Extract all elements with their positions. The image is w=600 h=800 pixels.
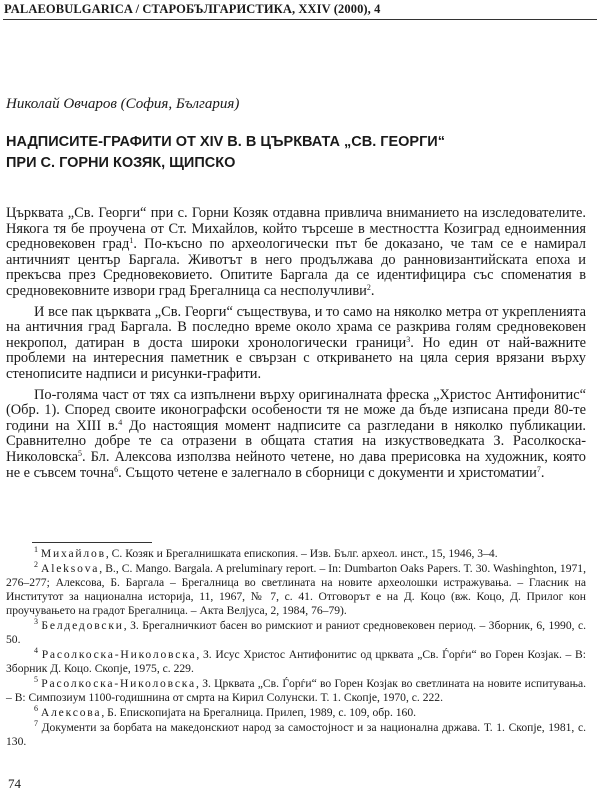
footnote-text: , B., C. Mango. Bargala. A preluminary report. – In: Dumbarton Oaks Papers. T. 30. Washinghton, 1971, 276–277; Алексова, Б. Баргала – Брегалница во светлината на новите археолошки истражувања. – Гласник на Институтот за национална историја, 11, 1967, № 7, с. 41. Отговорът е на Д. Коцо (вж. Коцо, Д. Прилог кон проучувањето на градот Брегалница. – Акта Велјуса, 2, 1984, 76–79). <box>6 561 586 618</box>
footnote-number: 2 <box>34 559 38 569</box>
footnote-text: Документи за борбата на македонскиот народ за самостојност и за национална држава. Т. 1. Скопје, 1981, с. 130. <box>6 721 586 749</box>
footnote-author: Алексова <box>40 706 102 720</box>
article-body <box>6 206 586 486</box>
body-text: . Бл. Алексова използва нейното четене, но дава прерисовка на художник, която не е съвсем точна <box>6 448 586 481</box>
footnote-text: , З. Исус Христос Антифонитис од црквата „Св. Ѓорѓи“ во Горен Козјак. – В: Зборник Д. Коцо. Скопје, 1975, с. 229. <box>6 648 586 676</box>
footnote-text: , Б. Епископијата на Брегалница. Прилеп, 1989, с. 109, обр. 160. <box>101 706 417 720</box>
footnote <box>6 648 586 676</box>
footnote-author: Aleksova <box>41 561 100 575</box>
running-head: PALAEOBULGARICA / СТАРОБЪЛГАРИСТИКА, XXIV (2000), 4 <box>4 2 381 16</box>
body-text: . Но един от най-важните проблеми на интересния паметник е свързан с откриването на цяла серия врязани върху стенописите надписи и рисунки-графити. <box>6 334 586 382</box>
article-author: Николай Овчаров (София, България) <box>6 96 240 112</box>
footnote-text: , С. Козяк и Брегалнишката епископия. – Изв. Бълг. археол. инст., 15, 1946, 3–4. <box>105 547 498 560</box>
footnote-ref[interactable]: 1 <box>129 236 134 246</box>
body-text: До настоящия момент надписите са разгледани в няколко публикации. Сравнително добре те са отразени в общата статия на изкуствоведката З. Расолкоска-Николовска <box>6 417 586 465</box>
footnote-ref[interactable]: 6 <box>114 464 119 474</box>
footnote-ref[interactable]: 3 <box>406 334 411 344</box>
footnote-ref[interactable]: 5 <box>78 448 82 458</box>
footnote-ref[interactable]: 4 <box>118 417 123 427</box>
footnote <box>6 721 586 749</box>
body-paragraph <box>6 388 586 482</box>
body-paragraph <box>6 305 586 383</box>
body-text: . По-късно по археологически път бе доказано, че там се е намирал античният център Баргала. Животът в него продължава до ранновизантийската епоха и прекъсва през Средновековието. Опитите Баргала да се идентифицира със споменатия в средновековните извори град Брегалница са несполучливи <box>6 236 586 299</box>
footnote <box>6 559 586 619</box>
footnote-number: 4 <box>34 646 38 656</box>
footnote-author: Расолкоска-Николовска <box>41 648 197 662</box>
body-paragraph <box>6 206 586 300</box>
footnote-ref[interactable]: 7 <box>536 464 541 474</box>
footnote-number: 1 <box>34 545 38 554</box>
page-number: 74 <box>8 776 21 791</box>
footnote-number: 5 <box>34 675 38 685</box>
title-line-1: НАДПИСИТЕ-ГРАФИТИ ОТ XIV В. В ЦЪРКВАТА „СВ. ГЕОРГИ“ <box>6 134 445 150</box>
footnote <box>6 677 586 705</box>
article-title <box>6 132 592 174</box>
footnote-number: 7 <box>34 719 38 728</box>
title-line-2: ПРИ С. ГОРНИ КОЗЯК, ЩИПСКО <box>6 155 236 171</box>
footnote-text: , З. Брегалничкиот басен во римскиот и раниот средновековен период. – Зборник, 6, 1990, с. 50. <box>6 619 586 647</box>
footnotes <box>6 547 586 750</box>
body-text: . <box>540 464 545 481</box>
header-rule <box>3 19 597 20</box>
body-text: . <box>370 282 375 299</box>
footnote-number: 6 <box>34 704 38 714</box>
body-text: И все пак църквата „Св. Георги“ съществува, и то само на няколко метра от укрепленията на античния град Баргала. В последно време около храма се разкрива голям средновековен некропол, датиран в доста широки хронологически граници <box>6 303 586 351</box>
footnote-ref[interactable]: 2 <box>366 282 371 292</box>
body-text: . Същото четене е залегнало в сборници с документи и христоматии <box>118 464 537 481</box>
footnote-author: Михайлов <box>40 547 106 560</box>
footnote-rule <box>32 542 152 543</box>
footnote <box>6 547 586 561</box>
footnote-author: Расолкоска-Николовска <box>41 677 197 691</box>
footnote <box>6 619 586 647</box>
body-text: Църквата „Св. Георги“ при с. Горни Козяк отдавна привлича вниманието на изследователите. Някога тя бе проучена от Ст. Михайлов, който търсеше в местността Козигрaд едноименния средновековен град <box>6 205 586 253</box>
body-text: По-голяма част от тях са изпълнени върху оригиналната фреска „Христос Антифонитис“ (Обр. 1). Според своите иконографски особености тя не може да бъде изписана преди 80-те години на XIII в. <box>6 386 586 434</box>
footnote <box>6 706 586 720</box>
footnote-author: Белдедовски <box>41 619 124 633</box>
footnote-text: , З. Црквата „Св. Ѓорѓи“ во Горен Козјак во светлината на новите испитувања. – В: Симпозиум 1100-годишнина от смрта на Кирил Солунски. Т. 1. Скопје, 1970, с. 222. <box>6 677 586 705</box>
footnote-number: 3 <box>34 617 38 627</box>
